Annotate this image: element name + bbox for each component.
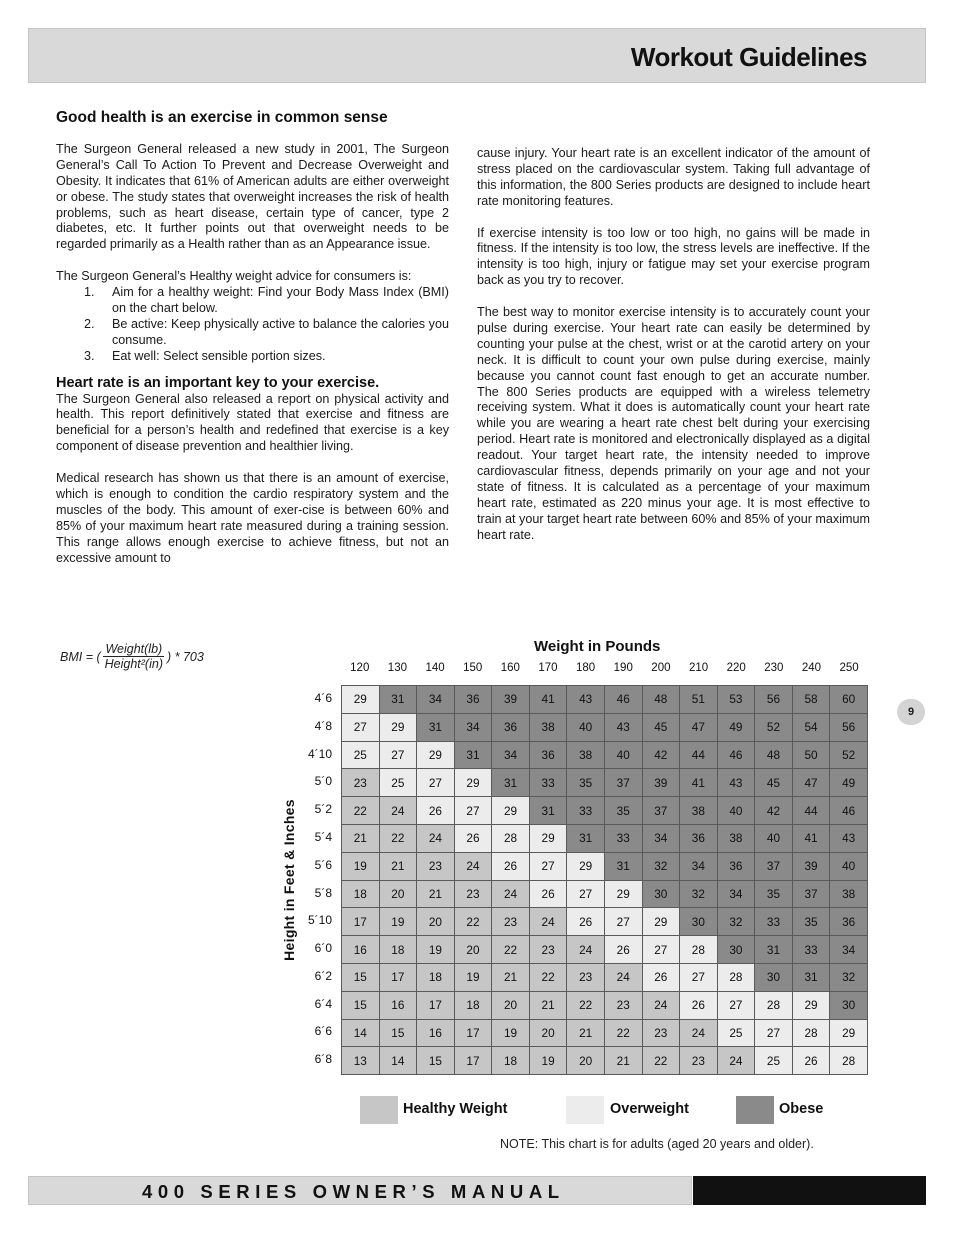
bmi-cell: 17 [379, 963, 417, 991]
bmi-cell: 27 [417, 769, 455, 797]
bmi-cell: 29 [342, 686, 380, 714]
height-tick-label: 5´2 [314, 802, 332, 817]
bmi-cell: 26 [567, 908, 605, 936]
bmi-cell: 30 [642, 880, 680, 908]
height-tick-label: 6´6 [314, 1024, 332, 1039]
bmi-cell: 26 [792, 1047, 830, 1075]
bmi-cell: 16 [379, 991, 417, 1019]
bmi-cell: 23 [604, 991, 642, 1019]
weight-tick-label: 140 [425, 662, 445, 674]
bmi-cell: 29 [604, 880, 642, 908]
bmi-cell: 36 [680, 824, 718, 852]
bmi-cell: 23 [529, 936, 567, 964]
footer-manual-title: 400 SERIES OWNER’S MANUAL [142, 1181, 565, 1202]
bmi-cell: 26 [642, 963, 680, 991]
bmi-cell: 30 [717, 936, 755, 964]
bmi-cell: 29 [642, 908, 680, 936]
bmi-cell: 33 [755, 908, 793, 936]
bmi-cell: 16 [342, 936, 380, 964]
bmi-cell: 40 [717, 797, 755, 825]
bmi-cell: 28 [492, 824, 530, 852]
paragraph-exercise-intensity: If exercise intensity is too low or too high, no gains will be made in fitness. If the intensity is too low, the stress levels are ineffective. If the intensity is too high, injury or fatigue may set your exercise program back as you try to recover. [477, 225, 870, 288]
bmi-row [342, 908, 868, 936]
legend-label-obese: Obese [779, 1101, 824, 1117]
bmi-cell: 45 [642, 713, 680, 741]
bmi-cell: 47 [792, 769, 830, 797]
bmi-cell: 14 [379, 1047, 417, 1075]
bmi-cell: 22 [342, 797, 380, 825]
height-tick-label: 4´8 [314, 718, 332, 733]
weight-tick-label: 250 [839, 662, 859, 674]
bmi-cell: 24 [529, 908, 567, 936]
bmi-cell: 47 [680, 713, 718, 741]
bmi-row [342, 686, 868, 714]
bmi-cell: 22 [604, 1019, 642, 1047]
bmi-cell: 15 [379, 1019, 417, 1047]
section-heading-heart-rate: Heart rate is an important key to your exercise. [56, 374, 380, 391]
chart-title: Weight in Pounds [534, 638, 661, 655]
bmi-cell: 34 [830, 936, 868, 964]
bmi-row [342, 769, 868, 797]
bmi-cell: 36 [492, 713, 530, 741]
weight-tick-label: 130 [387, 662, 407, 674]
bmi-cell: 19 [379, 908, 417, 936]
height-tick-label: 5´0 [314, 774, 332, 789]
legend-swatch-healthy [360, 1096, 398, 1124]
advice-item: 1. Aim for a healthy weight: Find your Body Mass Index (BMI) on the chart below. [84, 285, 449, 315]
bmi-cell: 18 [342, 880, 380, 908]
bmi-cell: 20 [379, 880, 417, 908]
bmi-cell: 54 [792, 713, 830, 741]
bmi-cell: 31 [604, 852, 642, 880]
bmi-cell: 15 [342, 963, 380, 991]
bmi-cell: 29 [379, 713, 417, 741]
page-title: Workout Guidelines [630, 42, 867, 72]
header-band [28, 28, 926, 83]
bmi-cell: 36 [830, 908, 868, 936]
weight-tick-label: 210 [688, 662, 709, 674]
left-column [56, 110, 449, 567]
bmi-cell: 27 [529, 852, 567, 880]
bmi-cell: 29 [830, 1019, 868, 1047]
bmi-cell: 15 [342, 991, 380, 1019]
bmi-cell: 38 [717, 824, 755, 852]
bmi-cell: 17 [417, 991, 455, 1019]
bmi-cell: 21 [529, 991, 567, 1019]
footer-black-bar [693, 1176, 926, 1205]
bmi-row [342, 880, 868, 908]
bmi-cell: 16 [417, 1019, 455, 1047]
bmi-cell: 29 [792, 991, 830, 1019]
bmi-cell: 39 [642, 769, 680, 797]
bmi-cell: 28 [792, 1019, 830, 1047]
bmi-cell: 58 [792, 686, 830, 714]
bmi-cell: 18 [379, 936, 417, 964]
bmi-cell: 53 [717, 686, 755, 714]
weight-tick-label: 170 [538, 662, 558, 674]
bmi-cell: 28 [717, 963, 755, 991]
bmi-cell: 35 [567, 769, 605, 797]
bmi-cell: 23 [567, 963, 605, 991]
height-tick-label: 5´10 [307, 913, 332, 928]
bmi-cell: 23 [492, 908, 530, 936]
bmi-cell: 31 [454, 741, 492, 769]
bmi-cell: 20 [492, 991, 530, 1019]
bmi-cell: 25 [717, 1019, 755, 1047]
bmi-cell: 52 [830, 741, 868, 769]
legend-label-overweight: Overweight [610, 1101, 689, 1117]
bmi-cell: 36 [529, 741, 567, 769]
bmi-cell: 26 [529, 880, 567, 908]
bmi-cell: 34 [717, 880, 755, 908]
bmi-cell: 29 [454, 769, 492, 797]
bmi-cell: 56 [755, 686, 793, 714]
bmi-cell: 49 [717, 713, 755, 741]
bmi-cell: 26 [454, 824, 492, 852]
bmi-cell: 22 [379, 824, 417, 852]
bmi-cell: 17 [454, 1019, 492, 1047]
bmi-cell: 27 [642, 936, 680, 964]
bmi-cell: 23 [642, 1019, 680, 1047]
bmi-cell: 43 [604, 713, 642, 741]
bmi-cell: 24 [567, 936, 605, 964]
bmi-formula [60, 642, 204, 671]
advice-intro: The Surgeon General’s Healthy weight advice for consumers is: [56, 269, 412, 284]
bmi-cell: 30 [680, 908, 718, 936]
bmi-cell: 29 [567, 852, 605, 880]
height-tick-label: 6´4 [314, 996, 332, 1011]
bmi-cell: 60 [830, 686, 868, 714]
bmi-cell: 32 [717, 908, 755, 936]
weight-tick-label: 160 [500, 662, 520, 674]
bmi-cell: 20 [454, 936, 492, 964]
bmi-cell: 20 [417, 908, 455, 936]
footer-band [28, 1176, 692, 1205]
bmi-cell: 38 [680, 797, 718, 825]
paragraph-surgeon-general-study: The Surgeon General released a new study in 2001, The Surgeon General’s Call To Action To Prevent and Decrease Overweight and Obesity. It indicates that 61% of American adults are either overweight or obese. The study states that overweight increases the risk of health problems, such as heart disease, certain type of cancer, type 2 diabetes, etc. It further points out that overweight needs to be regarded primarily as a Health rather than as an Appearance issue. [56, 141, 449, 252]
bmi-cell: 33 [604, 824, 642, 852]
bmi-cell: 29 [492, 797, 530, 825]
bmi-cell: 40 [567, 713, 605, 741]
page-number-badge: 9 [897, 699, 925, 725]
formula-rhs: ) * 703 [167, 649, 204, 664]
bmi-cell: 56 [830, 713, 868, 741]
bmi-cell: 32 [830, 963, 868, 991]
bmi-cell: 38 [830, 880, 868, 908]
bmi-cell: 46 [830, 797, 868, 825]
bmi-cell: 31 [755, 936, 793, 964]
bmi-cell: 24 [642, 991, 680, 1019]
bmi-cell: 26 [604, 936, 642, 964]
bmi-cell: 21 [567, 1019, 605, 1047]
bmi-cell: 19 [342, 852, 380, 880]
bmi-cell: 33 [792, 936, 830, 964]
bmi-cell: 24 [680, 1019, 718, 1047]
bmi-cell: 25 [755, 1047, 793, 1075]
bmi-cell: 36 [454, 686, 492, 714]
bmi-cell: 25 [379, 769, 417, 797]
bmi-cell: 24 [379, 797, 417, 825]
bmi-row [342, 852, 868, 880]
bmi-cell: 49 [830, 769, 868, 797]
weight-tick-label: 150 [463, 662, 483, 674]
weight-tick-label: 190 [613, 662, 633, 674]
bmi-cell: 34 [492, 741, 530, 769]
bmi-cell: 20 [529, 1019, 567, 1047]
bmi-cell: 13 [342, 1047, 380, 1075]
bmi-cell: 38 [567, 741, 605, 769]
bmi-cell: 50 [792, 741, 830, 769]
height-tick-label: 5´8 [314, 885, 332, 900]
height-tick-label: 4´10 [307, 746, 332, 761]
bmi-cell: 28 [830, 1047, 868, 1075]
paragraph-physical-activity: The Surgeon General also released a report on physical activity and health. This report definitively stated that exercise and fitness are beneficial for a person’s health and redefined that exercise is a key component of disease prevention and healthier living. [56, 391, 449, 454]
bmi-cell: 40 [830, 852, 868, 880]
bmi-cell: 27 [755, 1019, 793, 1047]
bmi-row [342, 713, 868, 741]
bmi-cell: 36 [717, 852, 755, 880]
weight-tick-label: 220 [726, 662, 746, 674]
bmi-cell: 26 [417, 797, 455, 825]
formula-lhs: BMI = ( [60, 649, 101, 664]
bmi-cell: 28 [755, 991, 793, 1019]
paragraph-heart-rate-indicator: cause injury. Your heart rate is an excellent indicator of the amount of stress placed on the cardiovascular system. Taking full advantage of this information, the 800 Series products are designed to include heart rate monitoring features. [477, 146, 870, 208]
bmi-cell: 39 [492, 686, 530, 714]
height-tick-label: 5´6 [314, 857, 332, 872]
weight-tick-label: 240 [801, 662, 822, 674]
bmi-row [342, 991, 868, 1019]
bmi-row [342, 741, 868, 769]
bmi-cell: 27 [454, 797, 492, 825]
bmi-cell: 24 [492, 880, 530, 908]
bmi-cell: 31 [379, 686, 417, 714]
bmi-cell: 25 [342, 741, 380, 769]
legend-label-healthy: Healthy Weight [403, 1101, 508, 1117]
formula-numerator: Weight(lb) [105, 642, 163, 656]
bmi-cell: 24 [604, 963, 642, 991]
bmi-row [342, 824, 868, 852]
bmi-row [342, 936, 868, 964]
bmi-cell: 21 [379, 852, 417, 880]
bmi-cell: 31 [417, 713, 455, 741]
bmi-cell: 18 [492, 1047, 530, 1075]
bmi-cell: 23 [454, 880, 492, 908]
bmi-cell: 17 [454, 1047, 492, 1075]
weight-tick-label: 120 [350, 662, 370, 674]
bmi-cell: 43 [567, 686, 605, 714]
bmi-cell: 37 [755, 852, 793, 880]
bmi-cell: 21 [342, 824, 380, 852]
bmi-cell: 30 [755, 963, 793, 991]
advice-list [56, 285, 449, 365]
bmi-cell: 34 [642, 824, 680, 852]
bmi-cell: 48 [755, 741, 793, 769]
legend-swatch-overweight [566, 1096, 604, 1124]
bmi-table [341, 685, 868, 1075]
bmi-cell: 37 [792, 880, 830, 908]
bmi-cell: 41 [792, 824, 830, 852]
bmi-cell: 24 [417, 824, 455, 852]
bmi-cell: 35 [604, 797, 642, 825]
bmi-cell: 44 [680, 741, 718, 769]
legend-swatch-obese [736, 1096, 774, 1124]
bmi-cell: 46 [717, 741, 755, 769]
paragraph-medical-research: Medical research has shown us that there is an amount of exercise, which is enough to condition the cardio respiratory system and the muscles of the body. This amount of exer-cise is between 60% and 85% of your maximum heart rate measured during a training session. This range allows enough exercise to achieve fitness, but not an excessive amount to [56, 471, 449, 565]
bmi-cell: 19 [492, 1019, 530, 1047]
bmi-cell: 51 [680, 686, 718, 714]
bmi-cell: 35 [755, 880, 793, 908]
bmi-cell: 29 [529, 824, 567, 852]
bmi-cell: 28 [680, 936, 718, 964]
bmi-cell: 31 [529, 797, 567, 825]
paragraph-monitor-intensity: The best way to monitor exercise intensity is to accurately count your pulse during exercise. Your heart rate can easily be determined by counting your pulse at the chest, wrist or at the carotid artery on your neck. It is difficult to count your own pulse during exercise, mainly because you cannot count fast enough to get an accurate number. The 800 Series products are equipped with a wireless telemetry receiving system. What it does is automatically count your heart rate while you are wearing a heart rate chest belt during your exercising period. Heart rate is monitored and electronically displayed as a digital readout. Your target heart rate, the intensity needed to improve cardiovascular fitness, depends primarily on your age and not your state of fitness. It is calculated as a percentage of your maximum heart rate, estimated as 220 minus your age. It is most effective to train at your target heart rate between 60% and 85% of your maximum heart rate. [477, 305, 870, 542]
section-heading-common-sense: Good health is an exercise in common sense [56, 109, 388, 126]
bmi-cell: 37 [604, 769, 642, 797]
bmi-cell: 39 [792, 852, 830, 880]
bmi-cell: 26 [492, 852, 530, 880]
bmi-cell: 19 [417, 936, 455, 964]
bmi-cell: 29 [417, 741, 455, 769]
formula-denominator: Height²(in) [104, 657, 163, 671]
bmi-cell: 27 [717, 991, 755, 1019]
bmi-cell: 22 [529, 963, 567, 991]
height-tick-label: 6´2 [314, 968, 332, 983]
weight-tick-label: 230 [764, 662, 784, 674]
bmi-cell: 34 [417, 686, 455, 714]
bmi-cell: 34 [680, 852, 718, 880]
bmi-row [342, 1019, 868, 1047]
advice-item: 3. Eat well: Select sensible portion sizes. [84, 348, 326, 363]
height-tick-label: 6´0 [314, 941, 332, 956]
bmi-cell: 34 [454, 713, 492, 741]
bmi-cell: 35 [792, 908, 830, 936]
weight-tick-label: 180 [576, 662, 596, 674]
bmi-cell: 31 [792, 963, 830, 991]
bmi-cell: 18 [417, 963, 455, 991]
bmi-cell: 18 [454, 991, 492, 1019]
bmi-cell: 22 [642, 1047, 680, 1075]
bmi-cell: 40 [604, 741, 642, 769]
bmi-cell: 31 [567, 824, 605, 852]
bmi-cell: 21 [492, 963, 530, 991]
bmi-cell: 20 [567, 1047, 605, 1075]
bmi-cell: 26 [680, 991, 718, 1019]
bmi-cell: 31 [492, 769, 530, 797]
bmi-cell: 24 [454, 852, 492, 880]
right-column [477, 146, 870, 544]
bmi-cell: 27 [342, 713, 380, 741]
bmi-cell: 38 [529, 713, 567, 741]
bmi-cell: 27 [680, 963, 718, 991]
bmi-cell: 23 [342, 769, 380, 797]
bmi-cell: 15 [417, 1047, 455, 1075]
bmi-cell: 27 [567, 880, 605, 908]
bmi-row [342, 797, 868, 825]
bmi-cell: 48 [642, 686, 680, 714]
bmi-cell: 45 [755, 769, 793, 797]
bmi-cell: 46 [604, 686, 642, 714]
bmi-cell: 21 [604, 1047, 642, 1075]
bmi-cell: 41 [680, 769, 718, 797]
bmi-cell: 14 [342, 1019, 380, 1047]
y-axis-label: Height in Feet & Inches [281, 799, 297, 961]
bmi-row [342, 963, 868, 991]
bmi-cell: 27 [604, 908, 642, 936]
height-tick-label: 6´8 [314, 1052, 332, 1067]
advice-item: 2. Be active: Keep physically active to balance the calories you consume. [84, 316, 449, 347]
bmi-cell: 33 [567, 797, 605, 825]
bmi-cell: 43 [717, 769, 755, 797]
bmi-cell: 27 [379, 741, 417, 769]
bmi-cell: 42 [755, 797, 793, 825]
bmi-row [342, 1047, 868, 1075]
bmi-cell: 33 [529, 769, 567, 797]
height-tick-label: 4´6 [314, 691, 332, 705]
bmi-cell: 24 [717, 1047, 755, 1075]
bmi-cell: 21 [417, 880, 455, 908]
bmi-cell: 41 [529, 686, 567, 714]
weight-tick-label: 200 [651, 662, 671, 674]
formula-fraction [103, 642, 165, 671]
bmi-cell: 19 [529, 1047, 567, 1075]
bmi-cell: 32 [642, 852, 680, 880]
bmi-cell: 22 [567, 991, 605, 1019]
bmi-cell: 43 [830, 824, 868, 852]
bmi-cell: 40 [755, 824, 793, 852]
bmi-cell: 19 [454, 963, 492, 991]
bmi-cell: 30 [830, 991, 868, 1019]
bmi-cell: 32 [680, 880, 718, 908]
bmi-cell: 37 [642, 797, 680, 825]
bmi-cell: 52 [755, 713, 793, 741]
bmi-cell: 22 [454, 908, 492, 936]
bmi-cell: 17 [342, 908, 380, 936]
height-tick-label: 5´4 [314, 829, 332, 844]
bmi-cell: 22 [492, 936, 530, 964]
bmi-cell: 23 [680, 1047, 718, 1075]
bmi-cell: 42 [642, 741, 680, 769]
bmi-cell: 44 [792, 797, 830, 825]
bmi-cell: 23 [417, 852, 455, 880]
chart-note: NOTE: This chart is for adults (aged 20 years and older). [500, 1137, 814, 1151]
